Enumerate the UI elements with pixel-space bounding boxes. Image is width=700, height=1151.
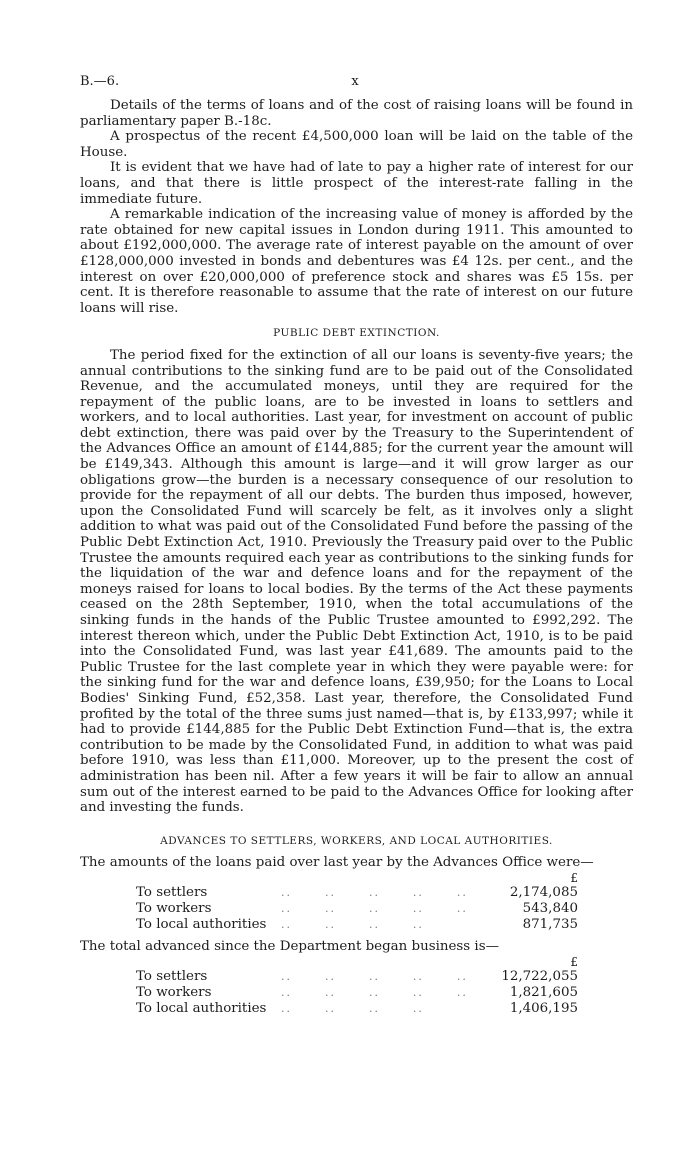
table-lead: The amounts of the loans paid over last year by the Advances Office were— (80, 855, 594, 871)
table-row (136, 969, 578, 985)
row-amount: 543,840 (522, 900, 578, 916)
row-amount: 2,174,085 (509, 884, 578, 900)
paragraph: A prospectus of the recent £4,500,000 loan will be laid on the table of the House. (80, 129, 633, 160)
leader-dots: .. .. .. .. .. (281, 901, 468, 915)
currency-header: £ (570, 954, 578, 969)
advances-last-year-table (136, 871, 578, 933)
leader-dots: .. .. .. .. (281, 917, 424, 931)
section-heading-public-debt: PUBLIC DEBT EXTINCTION. (273, 327, 440, 340)
leader-dots: .. .. .. .. (281, 1001, 424, 1015)
advances-total-table (136, 955, 578, 1017)
leader-dots: .. .. .. .. .. (281, 885, 468, 899)
paragraph: Details of the terms of loans and of the cost of raising loans will be found in parliamentary paper B.-18c. (80, 98, 633, 129)
table-row (136, 901, 578, 917)
paragraph: The period fixed for the extinction of all our loans is seventy-five years; the annual contributions to the sinking fund are to be paid out of the Consolidated Revenue, and the accumulated moneys, until they are required for the repayment of the public loans, are to be invested in loans to settlers and workers, and to local authorities. Last year, for investment on account of public debt extinction, there was paid over by the Treasury to the Superintendent of the Advances Office an amount of £144,885; for the current year the amount will be £149,343. Although this amount is large—and it will grow larger as our obligations grow—the burden is a necessary consequence of our resolution to provide for the repayment of all our debts. The burden thus imposed, however, upon the Consolidated Fund will scarcely be felt, as it involves only a slight addition to what was paid out of the Consolidated Fund before the passing of the Public Debt Extinction Act, 1910. Previously the Treasury paid over to the Public Trustee the amounts required each year as contributions to the sinking funds for the liquidation of the war and defence loans and for the repayment of the moneys raised for loans to local bodies. By the terms of the Act these payments ceased on the 28th September, 1910, when the total accumulations of the sinking funds in the hands of the Public Trustee amounted to £992,292. The interest thereon which, under the Public Debt Extinction Act, 1910, is to be paid into the Consolidated Fund, was last year £41,689. The amounts paid to the Public Trustee for the last complete year in which they were payable were: for the sinking fund for the war and defence loans, £39,950; for the Loans to Local Bodies' Sinking Fund, £52,358. Last year, therefore, the Consolidated Fund profited by the total of the three sums just named—that is, by £133,997; while it had to provide £144,885 for the Public Debt Extinction Fund—that is, the extra contribution to be made by the Consolidated Fund, in addition to what was paid before 1910, was less than £11,000. Moreover, up to the present the cost of administration has been nil. After a few years it will be fair to allow an annual sum out of the interest earned to be paid to the Advances Office for looking after and investing the funds. (80, 347, 633, 816)
row-label: To local authorities (136, 916, 267, 932)
row-label: To settlers (136, 968, 208, 984)
page-header (80, 74, 630, 94)
leader-dots: .. .. .. .. .. (281, 969, 468, 983)
table-row (136, 1001, 578, 1017)
page-number: x (351, 74, 359, 89)
row-amount: 1,821,605 (509, 984, 578, 1000)
leader-dots: .. .. .. .. .. (281, 985, 468, 999)
row-label: To local authorities (136, 1000, 267, 1016)
row-label: To workers (136, 900, 212, 916)
section-heading-advances: ADVANCES TO SETTLERS, WORKERS, AND LOCAL AUTHORITIES. (160, 834, 553, 847)
body-text (80, 98, 633, 1017)
row-label: To workers (136, 984, 212, 1000)
paper-reference: B.—6. (80, 74, 120, 89)
row-amount: 12,722,055 (501, 968, 578, 984)
paragraph: It is evident that we have had of late to pay a higher rate of interest for our loans, and that there is little prospect of the interest-rate falling in the immediate future. (80, 160, 633, 207)
row-amount: 1,406,195 (509, 1000, 578, 1016)
paragraph: A remarkable indication of the increasing value of money is afforded by the rate obtained for new capital issues in London during 1911. This amounted to about £192,000,000. The average rate of interest payable on the amount of over £128,000,000 invested in bonds and debentures was £4 12s. per cent., and the interest on over £20,000,000 of preference stock and shares was £5 15s. per cent. It is therefore reasonable to assume that the rate of interest on our future loans will rise. (80, 207, 633, 316)
table-lead: The total advanced since the Department began business is— (80, 938, 499, 954)
table-row (136, 917, 578, 933)
currency-header: £ (570, 870, 578, 885)
row-label: To settlers (136, 884, 208, 900)
table-row (136, 985, 578, 1001)
table-row (136, 885, 578, 901)
row-amount: 871,735 (522, 916, 578, 932)
